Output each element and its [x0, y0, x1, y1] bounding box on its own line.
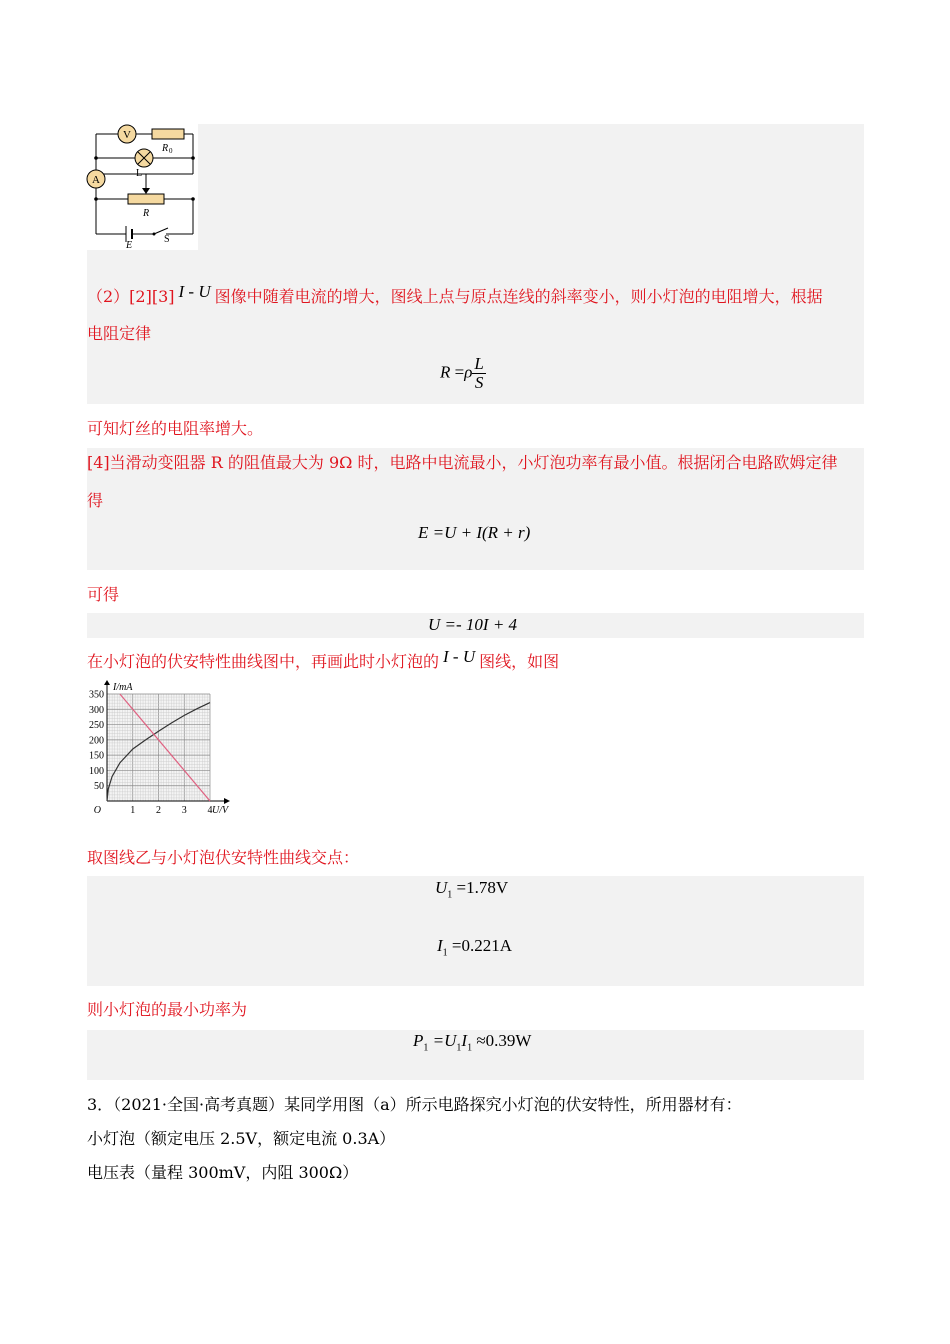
intersection-text: 取图线乙与小灯泡伏安特性曲线交点：	[87, 848, 360, 867]
x-axis-label: U/V	[212, 805, 229, 816]
lamp-label: L	[136, 168, 143, 179]
p1-sym: P	[413, 1031, 424, 1050]
p1-sub3: 1	[467, 1042, 473, 1054]
y-tick-label: 300	[89, 704, 104, 716]
keyi-text: 可得	[87, 585, 120, 604]
y-axis-label: I/mA	[113, 682, 133, 693]
p1-val: ≈0.39W	[476, 1031, 532, 1050]
circuit-diagram	[86, 124, 198, 250]
i1-sub: 1	[442, 947, 448, 959]
x-tick-label: 3	[181, 805, 187, 816]
y-axis-arrow	[104, 680, 110, 685]
p1-eq: =U	[432, 1031, 457, 1050]
formula-den: S	[474, 373, 484, 392]
part2-prefix: （2）[2][3]	[87, 287, 175, 306]
p1-sub2: 1	[456, 1042, 462, 1054]
q3-line3: 电压表（量程 300mV，内阻 300Ω）	[87, 1163, 359, 1182]
power-formula	[413, 1031, 531, 1053]
part2-after: 可知灯丝的电阻率增大。	[87, 419, 264, 438]
y-tick-label: 150	[89, 750, 104, 762]
y-tick-label: 350	[89, 689, 104, 701]
rheostat-label: R	[143, 208, 150, 219]
resistance-formula	[440, 355, 486, 392]
x-tick-label: 2	[156, 805, 161, 816]
battery-label: E	[126, 240, 133, 250]
x-tick-label: 4	[207, 805, 213, 816]
origin-label: O	[93, 805, 101, 816]
q3-line1: 3．（2021·全国·高考真题）某同学用图（a）所示电路探究小灯泡的伏安特性，所用器材有：	[87, 1095, 742, 1114]
u1-formula	[435, 878, 508, 900]
y-tick-label: 250	[89, 720, 104, 732]
power-text: 则小灯泡的最小功率为	[87, 1000, 248, 1019]
x-tick-label: 1	[130, 805, 136, 816]
formula-rho: ρ	[464, 362, 473, 382]
i1-sym: I	[437, 936, 443, 955]
r0-sub-label: 0	[169, 147, 173, 155]
formula-e: E =U + I(R + r)	[418, 523, 531, 542]
draw-iu-label: I - U	[443, 647, 476, 666]
formula-num: L	[474, 354, 484, 373]
x-axis-arrow	[224, 798, 230, 804]
q3-line2: 小灯泡（额定电压 2.5V，额定电流 0.3A）	[87, 1129, 396, 1148]
draw-suffix: 图线，如图	[479, 652, 560, 671]
y-tick-label: 50	[94, 781, 104, 793]
formula-u: U =- 10I + 4	[428, 615, 518, 634]
formula-r: R	[440, 362, 451, 382]
iu-chart	[84, 680, 254, 820]
switch-label: S	[164, 234, 170, 245]
i1-formula	[437, 936, 512, 958]
u1-val: =1.78V	[456, 878, 509, 897]
ammeter-label: A	[92, 174, 100, 186]
formula-eq: =	[454, 362, 465, 382]
part4-line1: [4]当滑动变阻器 R 的阻值最大为 9Ω 时，电路中电流最小，小灯泡功率有最小值。根据闭合电路欧姆定律	[87, 453, 838, 472]
y-tick-label: 200	[89, 735, 104, 747]
part4-line2: 得	[87, 491, 104, 510]
u1-sub: 1	[447, 889, 453, 901]
formula-fraction	[472, 355, 485, 392]
part2-text: 图像中随着电流的增大，图线上点与原点连线的斜率变小，则小灯泡的电阻增大，根据	[214, 287, 823, 306]
draw-prefix: 在小灯泡的伏安特性曲线图中，再画此时小灯泡的	[87, 652, 440, 671]
part2-line1	[87, 282, 862, 308]
part2-iu-label: I - U	[178, 282, 211, 301]
part2-line2: 电阻定律	[87, 324, 152, 343]
r0-label: R	[162, 143, 169, 154]
draw-line	[87, 647, 560, 673]
y-tick-label: 100	[89, 765, 104, 777]
p1-sub: 1	[423, 1042, 429, 1054]
i1-val: =0.221A	[451, 936, 513, 955]
p1-i: I	[461, 1031, 468, 1050]
u1-sym: U	[435, 878, 448, 897]
voltmeter-label: V	[123, 129, 131, 141]
